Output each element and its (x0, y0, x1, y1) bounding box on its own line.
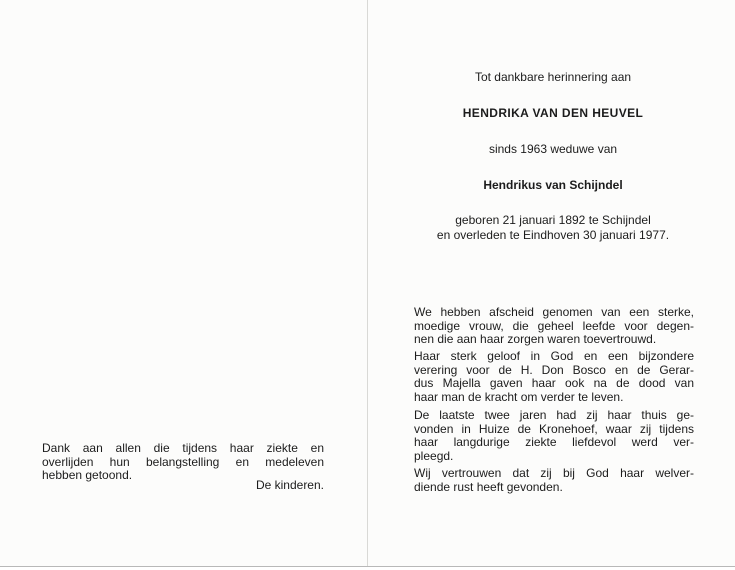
paragraph-faith (414, 350, 694, 404)
text-line: Wij vertrouwen dat zij bij God haar welver- (414, 466, 694, 480)
text-line: haar langdurige ziekte liefdevol werd ver- (414, 435, 694, 449)
deceased-name: HENDRIKA VAN DEN HEUVEL (462, 106, 644, 120)
text-line: moedige vrouw, die geheel leefde voor degen- (414, 318, 694, 333)
text-line: diende rust heeft gevonden. (414, 479, 563, 494)
text-line: haar man de kracht om verder te leven. (414, 389, 624, 404)
text-line: Dank aan allen die tijdens haar ziekte en (42, 441, 324, 455)
text-line: dus Majella gaven haar ook na de dood van (414, 376, 694, 390)
paragraph-trust (414, 467, 694, 494)
text-line: De laatste twee jaren had zij haar thuis ge- (414, 408, 694, 422)
widow-line: sinds 1963 weduwe van (488, 142, 618, 156)
death-line: en overleden te Eindhoven 30 januari 1977. (436, 228, 670, 242)
card-fold-line (367, 0, 368, 566)
birth-line: geboren 21 januari 1892 te Schijndel (455, 213, 651, 227)
text-line: We hebben afscheid genomen van een sterke, (414, 305, 694, 319)
paragraph-farewell (414, 306, 694, 347)
thanks-note (42, 442, 324, 483)
text-line: nen die aan haar zorgen waren toevertrouwd. (414, 332, 657, 346)
text-line: vonden in Huize de Kronehoef, waar zij tijdens (414, 421, 694, 436)
text-line: pleegd. (414, 448, 454, 463)
text-line: verering voor de H. Don Bosco en de Gerar- (414, 362, 694, 377)
text-line: Haar sterk geloof in God en een bijzondere (414, 349, 694, 363)
paragraph-last-years (414, 409, 694, 463)
dedication-line: Tot dankbare herinnering aan (474, 70, 632, 84)
dates-block (413, 213, 693, 243)
text-line: overlijden hun belangstelling en medeleven (42, 454, 324, 469)
text-line: hebben getoond. (42, 468, 133, 482)
signature: De kinderen. (255, 478, 324, 492)
spouse-name: Hendrikus van Schijndel (483, 178, 623, 192)
